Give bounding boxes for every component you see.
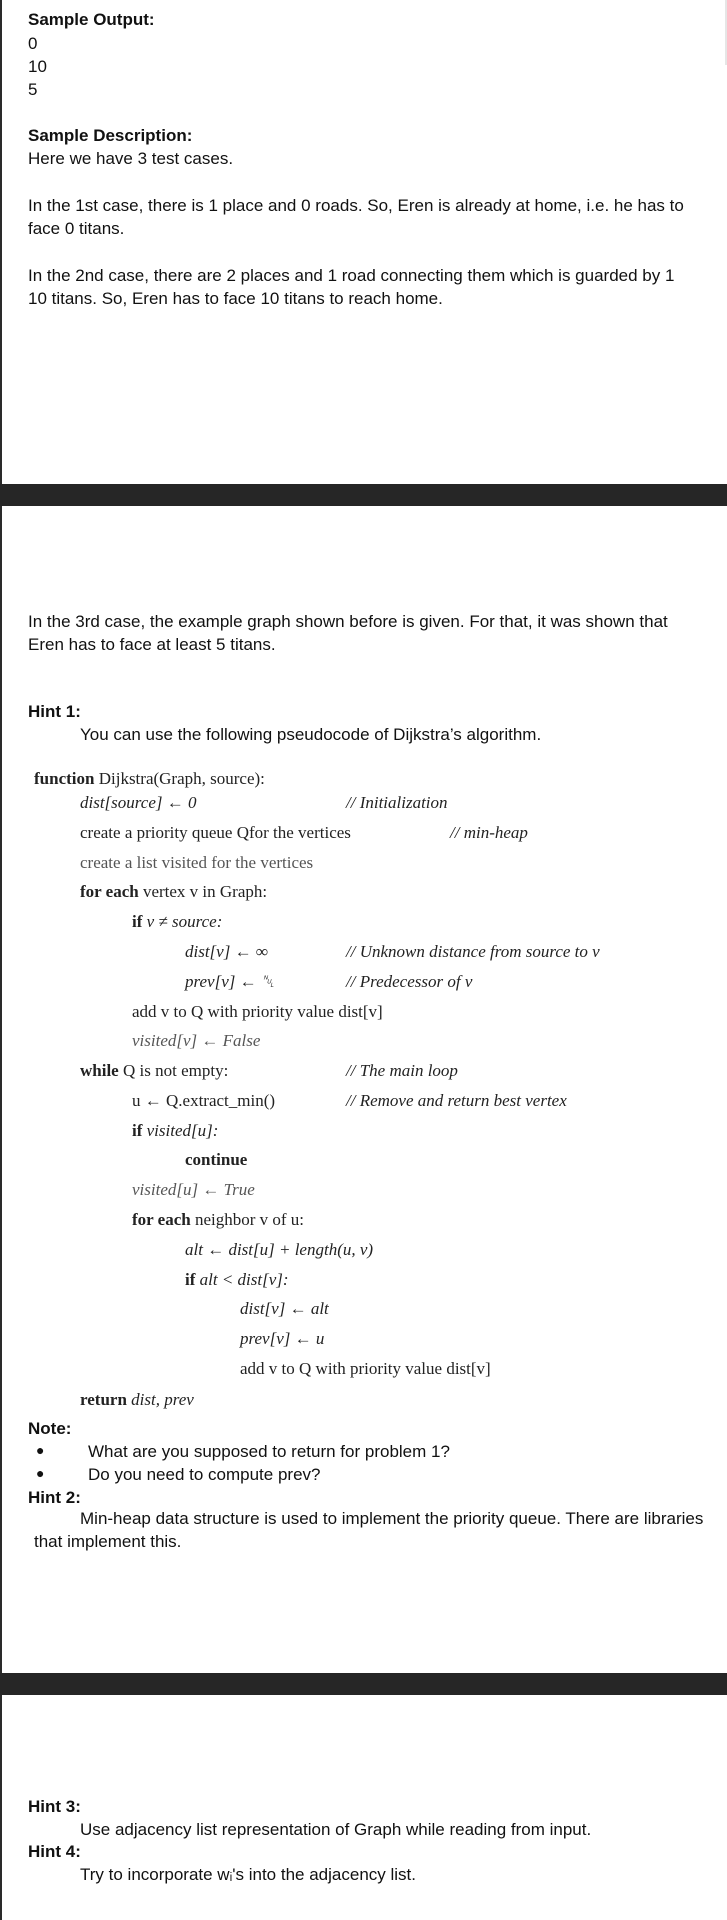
note-item: Do you need to compute prev? — [88, 1465, 321, 1484]
code-comment: // Remove and return best vertex — [346, 1091, 567, 1110]
hint3-text: Use adjacency list representation of Graph while reading from input. — [80, 1820, 592, 1839]
hint4-text: Try to incorporate wᵢ's into the adjacency list. — [80, 1865, 416, 1884]
code-line: continue — [185, 1150, 248, 1169]
case1-text: In the 1st case, there is 1 place and 0 roads. So, Eren is already at home, i.e. he has to — [28, 196, 684, 215]
hint1-heading: Hint 1: — [28, 702, 81, 721]
case3-text: In the 3rd case, the example graph shown before is given. For that, it was shown that — [28, 612, 668, 631]
code-comment: // Initialization — [346, 793, 448, 812]
case3-text: Eren has to face at least 5 titans. — [28, 635, 276, 654]
code-comment: // min-heap — [450, 823, 528, 842]
code-line: if v ≠ source: — [132, 912, 223, 931]
page-break-divider — [0, 1673, 727, 1695]
code-line: dist[v] ← alt — [240, 1299, 329, 1318]
code-comment: // Predecessor of v — [346, 972, 473, 991]
code-line: create a list visited for the vertices — [80, 853, 314, 872]
code-line: visited[u] ← True — [132, 1180, 255, 1199]
code-line: while Q is not empty: — [80, 1061, 229, 1080]
page-left-border — [0, 0, 2, 1920]
sample-output-line: 0 — [28, 34, 38, 53]
hint2-text: that implement this. — [34, 1532, 182, 1551]
code-line: dist[v] ← ∞ — [185, 942, 268, 961]
case2-text: 10 titans. So, Eren has to face 10 titans to reach home. — [28, 289, 443, 308]
code-line: prev[v] ← ␀ — [185, 972, 275, 991]
sample-description-heading: Sample Description: — [28, 126, 193, 145]
case1-text: face 0 titans. — [28, 219, 125, 238]
code-line: visited[v] ← False — [132, 1031, 261, 1050]
note-item: What are you supposed to return for problem 1? — [88, 1442, 450, 1461]
case2-text: In the 2nd case, there are 2 places and 1 road connecting them which is guarded by 1 — [28, 266, 675, 285]
code-line: u ← Q.extract_min() — [132, 1091, 276, 1110]
hint1-text: You can use the following pseudocode of Dijkstra’s algorithm. — [80, 725, 542, 744]
sample-output-line: 5 — [28, 80, 38, 99]
bullet-icon: ● — [36, 1465, 45, 1481]
code-line: prev[v] ← u — [240, 1329, 325, 1348]
code-line: function Dijkstra(Graph, source): — [34, 769, 265, 788]
hint2-text: Min-heap data structure is used to implement the priority queue. There are libraries — [80, 1509, 704, 1528]
code-line: alt ← dist[u] + length(u, v) — [185, 1240, 374, 1259]
note-heading: Note: — [28, 1419, 72, 1438]
sample-output-line: 10 — [28, 57, 47, 76]
code-line: for each neighbor v of u: — [132, 1210, 305, 1229]
code-line: dist[source] ← 0 — [80, 793, 197, 812]
code-line: add v to Q with priority value dist[v] — [132, 1002, 383, 1021]
code-line: add v to Q with priority value dist[v] — [240, 1359, 491, 1378]
hint2-heading: Hint 2: — [28, 1488, 81, 1507]
hint4-heading: Hint 4: — [28, 1842, 81, 1861]
code-line: if alt < dist[v]: — [185, 1270, 289, 1289]
sample-description-intro: Here we have 3 test cases. — [28, 149, 234, 168]
code-comment: // The main loop — [346, 1061, 458, 1080]
hint3-heading: Hint 3: — [28, 1797, 81, 1816]
code-line: if visited[u]: — [132, 1121, 219, 1140]
code-comment: // Unknown distance from source to v — [346, 942, 600, 961]
code-line: return dist, prev — [80, 1390, 194, 1409]
code-line: for each vertex v in Graph: — [80, 882, 268, 901]
page-break-divider — [0, 484, 727, 506]
sample-output-heading: Sample Output: — [28, 10, 155, 29]
bullet-icon: ● — [36, 1442, 45, 1458]
code-line: create a priority queue Qfor the vertices — [80, 823, 351, 842]
